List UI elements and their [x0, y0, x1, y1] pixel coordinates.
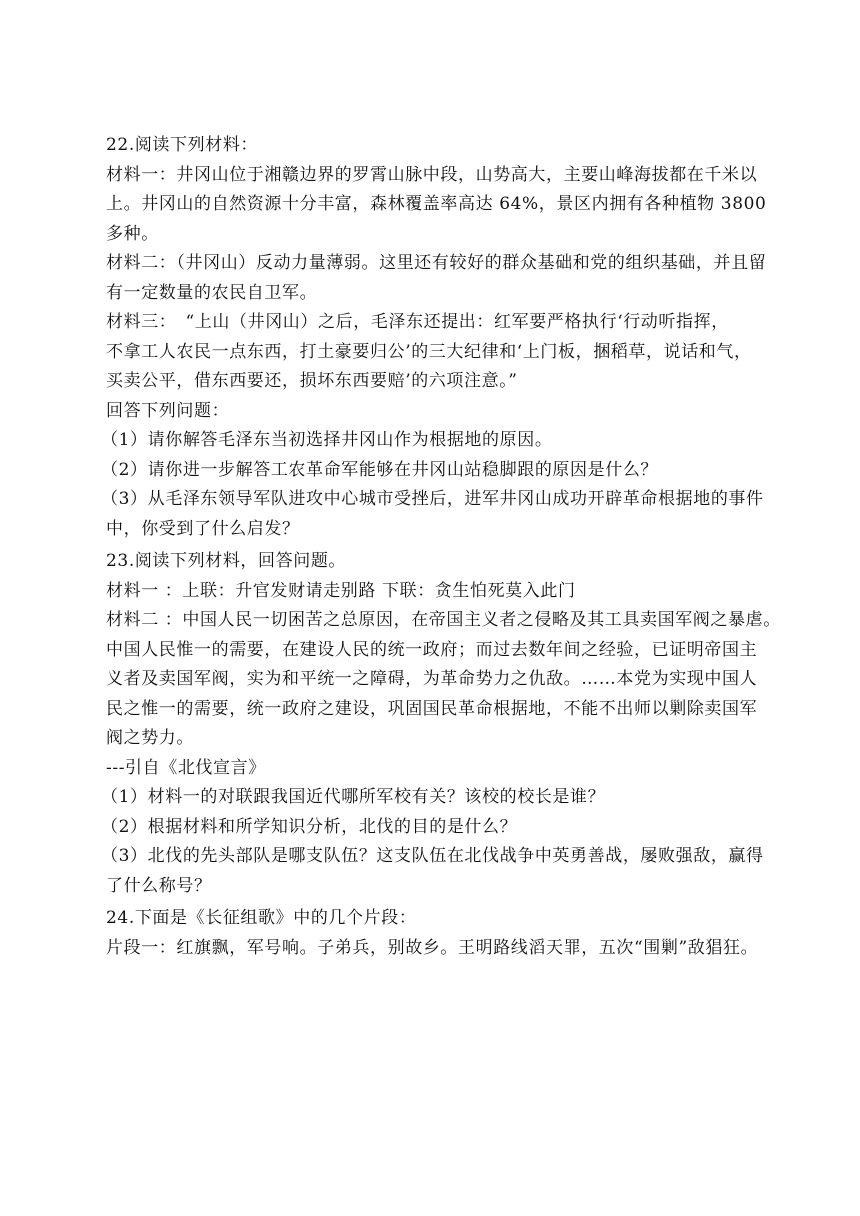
q22-sub-question-3-cont: 中，你受到了什么启发？ — [106, 518, 300, 539]
text-line: 材料二：（井冈山）反动力量薄弱。这里还有较好的群众基础和党的组织基础，并且留 — [106, 253, 767, 273]
text-line: 民之惟一的需要，统一政府之建设，巩固国民革命根据地，不能不出师以剿除卖国军 — [106, 698, 758, 719]
text-line: 材料一 ：上联：升官发财请走别路 下联：贪生怕死莫入此门 — [106, 580, 576, 601]
q22-sub-question-3: （3）从毛泽东领导军队进攻中心城市受挫后，进军井冈山成功开辟革命根据地的事件 — [101, 489, 764, 509]
q22-material-3 — [106, 308, 760, 397]
q22-sub-questions — [101, 426, 764, 544]
question-23-title: 23.阅读下列材料，回答问题。 — [106, 551, 347, 571]
text-line: 材料三： “上山（井冈山）之后，毛泽东还提出：红军要严格执行‘行动听指挥， — [106, 312, 729, 332]
q23-material-1 — [106, 577, 760, 607]
q23-sub-questions — [101, 783, 764, 901]
question-22 — [101, 131, 767, 544]
question-24 — [106, 904, 760, 963]
q23-source-citation: ---引自《北伐宣言》 — [106, 757, 266, 778]
text-line: 义者及卖国军阀，实为和平统一之障碍，为革命势力之仇敌。……本党为实现中国人 — [106, 669, 758, 689]
text-line: 多种。 — [106, 223, 159, 244]
text-line: 材料一：井冈山位于湘赣边界的罗霄山脉中段，山势高大，主要山峰海拔都在千米以 — [106, 164, 758, 185]
question-23 — [101, 547, 781, 901]
q22-sub-question-1: （1）请你解答毛泽东当初选择井冈山作为根据地的原因。 — [101, 430, 553, 450]
q23-sub-question-2: （2）根据材料和所学知识分析，北伐的目的是什么？ — [101, 816, 518, 837]
question-22-title: 22.阅读下列材料： — [106, 135, 259, 155]
text-line: 有一定数量的农民自卫军。 — [106, 282, 318, 303]
q23-sub-question-3: （3）北伐的先头部队是哪支队伍？这支队伍在北伐战争中英勇善战，屡败强敌，赢得 — [101, 846, 764, 866]
text-line: 不拿工人农民一点东西，打土豪要归公’的三大纪律和‘上门板，捆稻草，说话和气， — [106, 341, 752, 362]
q23-material-2 — [106, 606, 781, 754]
text-line: 中国人民惟一的需要，在建设人民的统一政府；而过去数年间之经验，已证明帝国主 — [106, 639, 758, 660]
q22-answer-prompt: 回答下列问题： — [106, 400, 230, 421]
document-page — [101, 131, 781, 966]
text-line: 阀之势力。 — [106, 728, 194, 748]
q23-sub-question-3-cont: 了什么称号？ — [106, 875, 212, 896]
q22-sub-question-2: （2）请你进一步解答工农革命军能够在井冈山站稳脚跟的原因是什么？ — [101, 459, 659, 480]
q24-fragment-1 — [106, 934, 760, 964]
text-line: 买卖公平，借东西要还，损坏东西要赔’的六项注意。” — [106, 371, 518, 391]
text-line: 材料二 ：中国人民一切困苦之总原因，在帝国主义者之侵略及其工具卖国军阀之暴虐。 — [106, 610, 781, 630]
q22-material-2 — [106, 249, 767, 308]
text-line: 片段一：红旗飘，军号响。子弟兵，别故乡。王明路线滔天罪，五次“围剿”敌猖狂。 — [106, 937, 759, 958]
q23-sub-question-1: （1）材料一的对联跟我国近代哪所军校有关？该校的校长是谁？ — [101, 787, 606, 807]
text-line: 上。井冈山的自然资源十分丰富，森林覆盖率高达 64%，景区内拥有各种植物 3800 — [106, 194, 767, 214]
q22-material-1 — [106, 161, 767, 250]
question-24-title: 24.下面是《长征组歌》中的几个片段： — [106, 908, 417, 928]
